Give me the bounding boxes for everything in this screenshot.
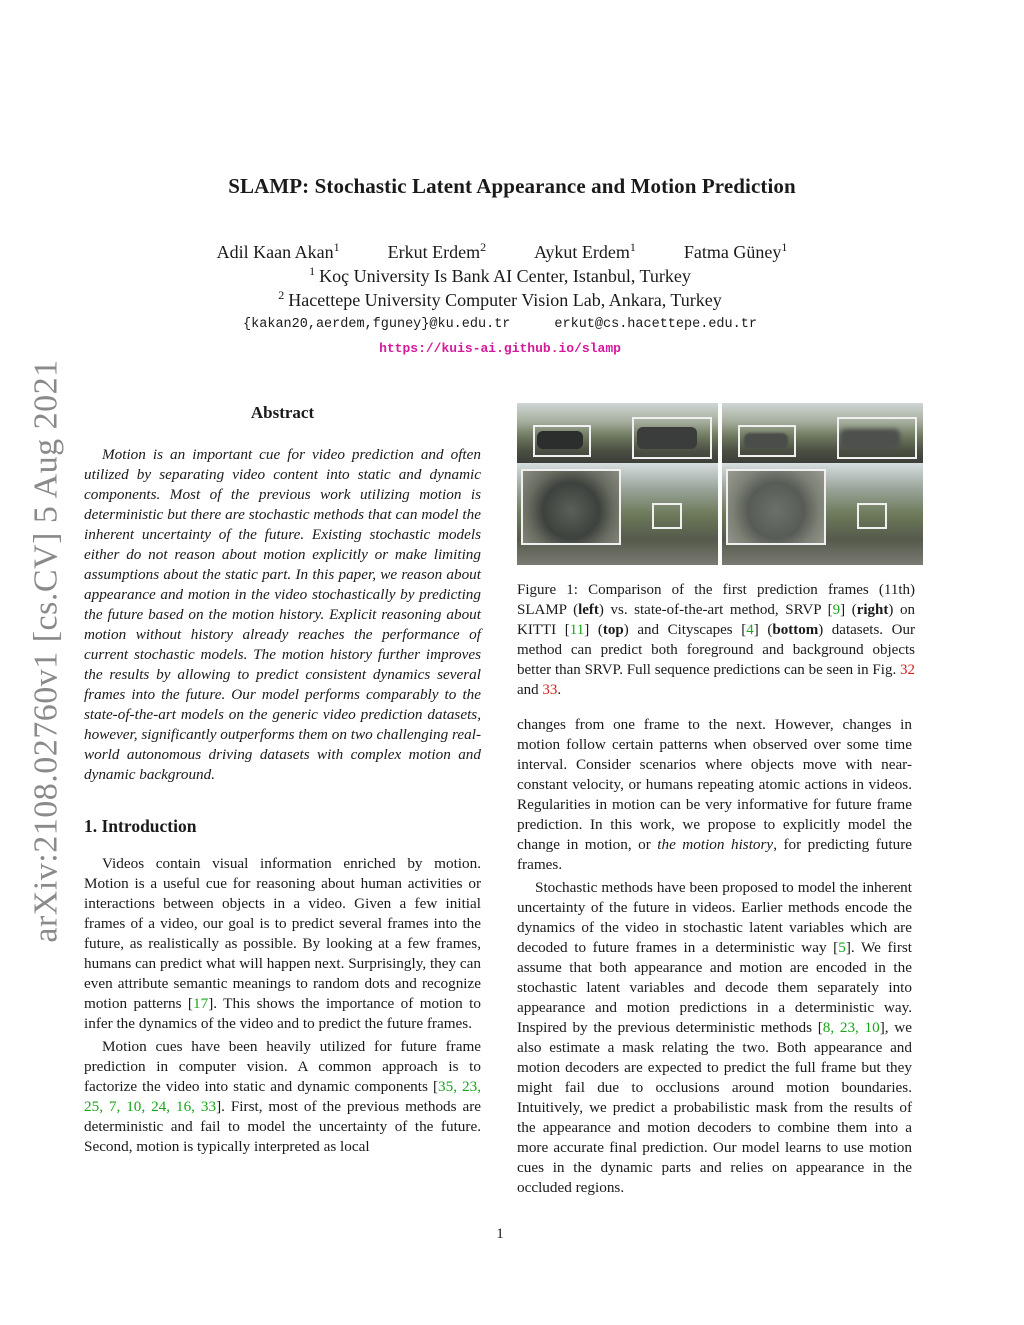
highlight-box [857,503,887,529]
page-number: 1 [496,1226,504,1242]
project-link[interactable]: https://kuis-ai.github.io/slamp [379,341,621,356]
right-column [517,715,912,1201]
citation-link[interactable]: 11 [569,622,585,638]
figure-caption: Figure 1: Comparison of the first prediction frames (11th) SLAMP (left) vs. state-of-the-art method, SRVP [9] (right) on KITTI [11] (top) and Cityscapes [4] (bottom) datasets. Our method can predict both foreground and background objects better than SRVP. Full sequence predictions can be seen in Fig. 32 and 33. [517,582,915,698]
highlight-box [632,417,712,459]
affiliation: $^1$ Koç University Is Bank AI Center, Istanbul, Turkey [309,264,691,286]
left-column [84,403,481,1160]
author: Adil Kaan Akan$^1$ [216,240,340,262]
intro-paragraph: Motion cues have been heavily utilized for future frame prediction in computer vision. A common approach is to factorize the video into static and dynamic components [35, 23, 25, 7, 10, 24, 16, 33]. First, most of the previous methods are deterministic and fail to model the uncertainty of the future. Second, motion is typically interpreted as local [84,1038,482,1155]
arxiv-sidebar [22,346,72,956]
zoom-inset [521,469,621,545]
email-list [0,317,1000,332]
email: erkut@cs.hacettepe.edu.tr [554,317,757,332]
author: Aykut Erdem$^1$ [534,240,636,262]
citation-link[interactable]: 8, 23, 10 [822,1019,880,1036]
section-heading: 1. Introduction [84,816,197,836]
figure-link[interactable]: 33 [542,682,558,698]
kitti-frame [517,403,718,463]
cityscapes-frame [517,463,718,565]
affiliation: $^2$ Hacettepe University Computer Vision Lab, Ankara, Turkey [278,288,722,310]
author: Erkut Erdem$^2$ [387,240,487,262]
citation-link[interactable]: 17 [193,995,209,1012]
cityscapes-frame [722,463,923,565]
figure-1 [517,403,923,565]
abstract-heading: Abstract [250,403,315,422]
zoom-inset [726,469,826,545]
citation-link[interactable]: 35, 23, 25, 7, 10, 24, 16, 33 [84,1078,481,1115]
author-list [0,240,1004,263]
citation-link[interactable]: 4 [746,622,754,638]
intro-paragraph: Videos contain visual information enriched by motion. Motion is a useful cue for reasoning about human activities or interactions between objects in a video. Given a few initial frames of a video, our goal is to predict several frames into the future, as realistically as possible. By looking at a few frames, humans can predict what will happen next. Surprisingly, they can even attribute semantic meanings to random dots and recognize motion patterns [17]. This shows the importance of motion to infer the dynamics of the video and to predict the future frames. [84,855,481,1032]
arxiv-id: arXiv:2108.02760v1 [cs.CV] 5 Aug 2021 [28,359,65,943]
srvp-prediction-image [722,403,923,565]
body-paragraph: Stochastic methods have been proposed to model the inherent uncertainty of the future in videos. Earlier methods encode the dynamics of the video in stochastic latent variables which are decoded to future frames in a deterministic way [5]. We first assume that both appearance and motion are encoded in the stochastic latent variables and decode them separately into appearance and motion predictions in a deterministic way. Inspired by the previous deterministic methods [8, 23, 10], we also estimate a mask relating the two. Both appearance and motion decoders are expected to predict the full frame but they might fail due to occlusions around motion boundaries. Intuitively, we predict a probabilistic mask from the results of the appearance and motion decoders to combine them into a more accurate final prediction. Our model learns to use motion cues in the dynamic parts and relies on appearance in the occluded regions. [517,879,913,1196]
highlight-box [837,417,917,459]
highlight-box [533,425,591,457]
author: Fatma Güney$^1$ [683,240,788,262]
citation-link[interactable]: 5 [838,939,846,956]
highlight-box [738,425,796,457]
kitti-frame [722,403,923,463]
figure-link[interactable]: 32 [900,662,915,678]
slamp-prediction-image [517,403,718,565]
highlight-box [652,503,682,529]
email: {kakan20,aerdem,fguney}@ku.edu.tr [243,317,511,332]
citation-link[interactable]: 9 [832,602,841,618]
body-paragraph: changes from one frame to the next. However, changes in motion follow certain patterns when observed over some time interval. Consider scenarios where objects move with near-constant velocity, or humans repeating atomic actions in videos. Regularities in motion can be very informative for future frame prediction. In this work, we propose to explicitly model the change in motion, or the motion history, for predicting future frames. [517,716,912,873]
paper-title: SLAMP: Stochastic Latent Appearance and Motion Prediction [228,174,796,198]
abstract-body: Motion is an important cue for video prediction and often utilized by separating video content into static and dynamic components. Most of the previous work utilizing motion is deterministic but there are stochastic methods that can model the inherent uncertainty of the future. Existing stochastic models either do not reason about motion explicitly or make limiting assumptions about the static part. In this paper, we reason about appearance and motion in the video stochastically by predicting the future based on the motion history. Explicit reasoning about motion without history already reaches the performance of current stochastic models. The motion history further improves the results by allowing to predict consistent dynamics several frames into the future. Our model performs comparably to the state-of-the-art models on the generic video prediction datasets, however, significantly outperforms them on two challenging real-world autonomous driving datasets with complex motion and dynamic background. [84,446,481,783]
